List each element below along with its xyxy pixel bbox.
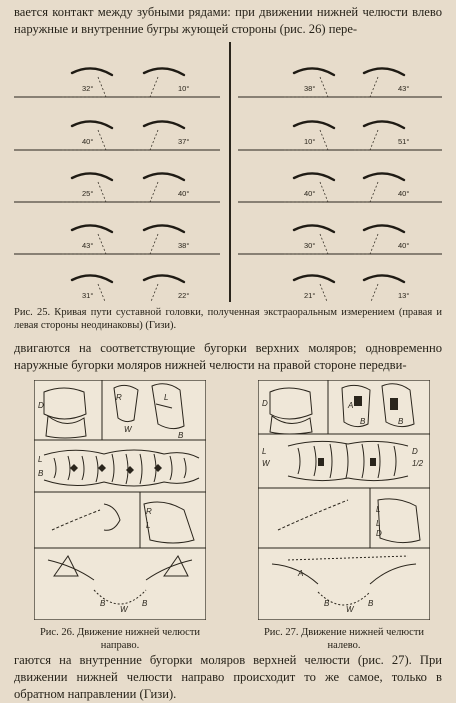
svg-text:L: L [38,455,43,464]
fig25-curve-left-1-0 [72,121,112,128]
svg-text:D: D [38,401,44,410]
fig25-angle-line-right-1-1 [354,130,378,150]
fig25-angle-line-left-4-1 [134,284,158,302]
fig25-curve-left-3-1 [144,225,184,232]
svg-text:D: D [376,529,382,538]
svg-text:W: W [120,605,128,614]
fig25-angle-line-right-3-1 [354,234,378,254]
svg-text:L: L [376,519,381,528]
fig25-curve-left-1-1 [144,121,184,128]
fig25-angle-line-right-0-1 [354,77,378,97]
svg-text:B: B [38,469,44,478]
fig25-angle-label-right-4-0: 21° [304,291,316,300]
fig25-angle-label-left-2-1: 40° [178,189,190,198]
svg-text:A: A [298,569,304,578]
figure-27-caption: Рис. 27. Движение нижней челюсти налево. [263,627,425,651]
fig25-curve-right-4-0 [294,275,334,282]
paragraph-middle: двигаются на соответствующие бугорки верхних моляров; одновременно наружные бугорки моляров нижней челюсти на правой стороне передви- [14,341,442,372]
fig25-angle-label-left-2-0: 25° [82,189,94,198]
fig25-angle-label-right-0-1: 43° [398,84,410,93]
svg-text:B: B [142,599,148,608]
svg-text:W: W [346,605,354,614]
fig25-angle-label-left-3-0: 43° [82,241,94,250]
svg-text:D: D [262,399,268,408]
fig25-angle-line-left-0-1 [134,77,158,97]
fig25-angle-label-right-3-1: 40° [398,241,410,250]
fig25-angle-line-right-2-1 [354,182,378,202]
svg-text:B: B [398,417,404,426]
fig25-curve-left-2-0 [72,173,112,180]
fig25-curve-right-2-0 [294,173,334,180]
figure-25-caption: Рис. 25. Кривая пути суставной головки, полученная экстраоральным измерением (правая и левая стороны неодинаковы) (Гизи). [14,307,442,331]
figure-25-curves [14,42,442,302]
fig25-angle-line-right-4-1 [354,284,378,302]
fig25-angle-label-left-4-0: 31° [82,291,94,300]
fig25-curve-right-4-1 [364,275,404,282]
fig25-curve-left-2-1 [144,173,184,180]
fig25-angle-label-left-4-1: 22° [178,291,190,300]
fig25-curve-right-2-1 [364,173,404,180]
fig25-curve-left-3-0 [72,225,112,232]
fig25-curve-right-3-1 [364,225,404,232]
svg-text:B: B [368,599,374,608]
fig25-curve-left-0-0 [72,68,112,75]
fig25-angle-label-right-3-0: 30° [304,241,316,250]
figure-26-caption: Рис. 26. Движение нижней челюсти направо. [39,627,201,651]
fig25-angle-label-right-2-1: 40° [398,189,410,198]
fig25-angle-label-right-1-1: 51° [398,137,410,146]
svg-text:B: B [178,431,184,440]
svg-text:R: R [146,507,152,516]
svg-text:B: B [324,599,330,608]
svg-text:L: L [146,521,151,530]
svg-text:W: W [124,425,132,434]
fig25-angle-label-right-0-0: 38° [304,84,316,93]
fig25-curve-right-0-0 [294,68,334,75]
svg-text:L: L [164,393,169,402]
fig25-angle-line-left-1-1 [134,130,158,150]
fig25-angle-label-left-0-1: 10° [178,84,190,93]
svg-text:1/2: 1/2 [412,459,424,468]
fig25-angle-label-left-0-0: 32° [82,84,94,93]
svg-text:B: B [100,599,106,608]
fig25-angle-label-right-4-1: 13° [398,291,410,300]
fig25-curve-left-4-0 [72,275,112,282]
fig25-curve-left-0-1 [144,68,184,75]
fig25-angle-label-right-1-0: 10° [304,137,316,146]
fig25-angle-label-left-1-1: 37° [178,137,190,146]
svg-text:L: L [376,505,381,514]
fig25-curve-right-0-1 [364,68,404,75]
fig25-curve-right-1-0 [294,121,334,128]
paragraph-bottom: гаются на внутренние бугорки моляров верхней челюсти (рис. 27). При движении нижней челюсти направо происходит то же самое, только в обратном направлении (Гизи). [14,653,442,701]
figure-26-illustration [34,380,206,620]
svg-text:R: R [116,393,122,402]
fig25-curve-left-4-1 [144,275,184,282]
fig25-curve-right-1-1 [364,121,404,128]
svg-text:W: W [262,459,270,468]
paragraph-top: вается контакт между зубными рядами: при движении нижней челюсти влево наружные и внутренние бугры жующей стороны (рис. 26) пере- [14,5,442,36]
svg-text:B: B [360,417,366,426]
svg-text:L: L [262,447,267,456]
fig25-angle-label-left-1-0: 40° [82,137,94,146]
fig25-angle-line-left-3-1 [134,234,158,254]
fig25-angle-label-left-3-1: 38° [178,241,190,250]
fig25-angle-label-right-2-0: 40° [304,189,316,198]
figure-27-illustration [258,380,430,620]
svg-text:D: D [412,447,418,456]
fig25-curve-right-3-0 [294,225,334,232]
svg-text:A: A [348,401,354,410]
fig25-angle-line-left-2-1 [134,182,158,202]
